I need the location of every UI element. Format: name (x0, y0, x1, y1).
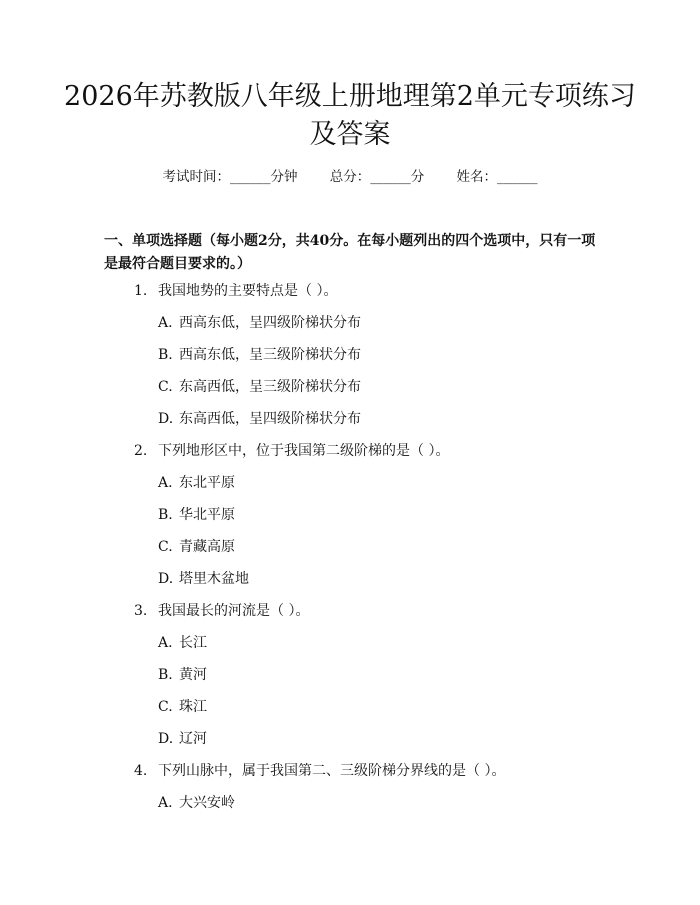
question-3-option-c (158, 696, 207, 718)
option-letter: D. (158, 731, 174, 747)
question-3 (134, 600, 309, 622)
question-2-option-d (158, 568, 249, 590)
option-text: 大兴安岭 (179, 795, 235, 811)
option-letter: C. (158, 539, 173, 555)
exam-time-field: 考试时间：______分钟 (162, 169, 298, 185)
question-1-option-b (158, 344, 361, 366)
option-text: 东北平原 (179, 475, 235, 491)
question-1-option-d (158, 408, 361, 430)
question-4-option-a (158, 792, 235, 814)
option-letter: A. (158, 795, 173, 811)
option-letter: B. (158, 347, 173, 363)
option-text: 西高东低，呈三级阶梯状分布 (179, 347, 361, 363)
option-text: 青藏高原 (179, 539, 235, 555)
option-text: 东高西低，呈四级阶梯状分布 (179, 411, 361, 427)
question-text: 下列地形区中，位于我国第二级阶梯的是（ ）。 (158, 443, 450, 459)
document-title: 2026年苏教版八年级上册地理第2单元专项练习及答案 (64, 81, 636, 150)
option-letter: D. (158, 571, 174, 587)
question-1-option-c (158, 376, 361, 398)
question-3-option-a (158, 632, 207, 654)
option-letter: A. (158, 635, 173, 651)
option-text: 西高东低，呈四级阶梯状分布 (179, 315, 361, 331)
question-3-option-b (158, 664, 207, 686)
question-number: 2. (134, 443, 148, 459)
question-4 (134, 760, 505, 782)
exam-info-line (0, 166, 700, 188)
question-2-option-a (158, 472, 235, 494)
question-text: 我国地势的主要特点是（ ）。 (158, 283, 338, 299)
question-2 (134, 440, 449, 462)
question-text: 我国最长的河流是（ ）。 (158, 603, 310, 619)
question-3-option-d (158, 728, 207, 750)
student-name-field: 姓名：______ (456, 169, 538, 185)
option-text: 东高西低，呈三级阶梯状分布 (179, 379, 361, 395)
question-1 (134, 280, 337, 302)
option-text: 长江 (179, 635, 207, 651)
option-text: 辽河 (179, 731, 207, 747)
option-letter: B. (158, 507, 173, 523)
question-2-option-c (158, 536, 235, 558)
option-letter: A. (158, 475, 173, 491)
option-letter: A. (158, 315, 173, 331)
option-letter: B. (158, 667, 173, 683)
option-letter: C. (158, 699, 173, 715)
option-letter: C. (158, 379, 173, 395)
question-2-option-b (158, 504, 235, 526)
question-number: 4. (134, 763, 148, 779)
question-number: 3. (134, 603, 148, 619)
option-text: 珠江 (179, 699, 207, 715)
section-heading-single-choice: 一、单项选择题（每小题2分，共40分。在每小题列出的四个选项中，只有一项是最符合题目要求的。） (104, 233, 596, 272)
total-score-field: 总分：______分 (329, 169, 425, 185)
option-text: 黄河 (179, 667, 207, 683)
question-text: 下列山脉中，属于我国第二、三级阶梯分界线的是（ ）。 (158, 763, 506, 779)
question-number: 1. (134, 283, 148, 299)
question-1-option-a (158, 312, 361, 334)
option-text: 华北平原 (179, 507, 235, 523)
option-text: 塔里木盆地 (179, 571, 249, 587)
option-letter: D. (158, 411, 174, 427)
